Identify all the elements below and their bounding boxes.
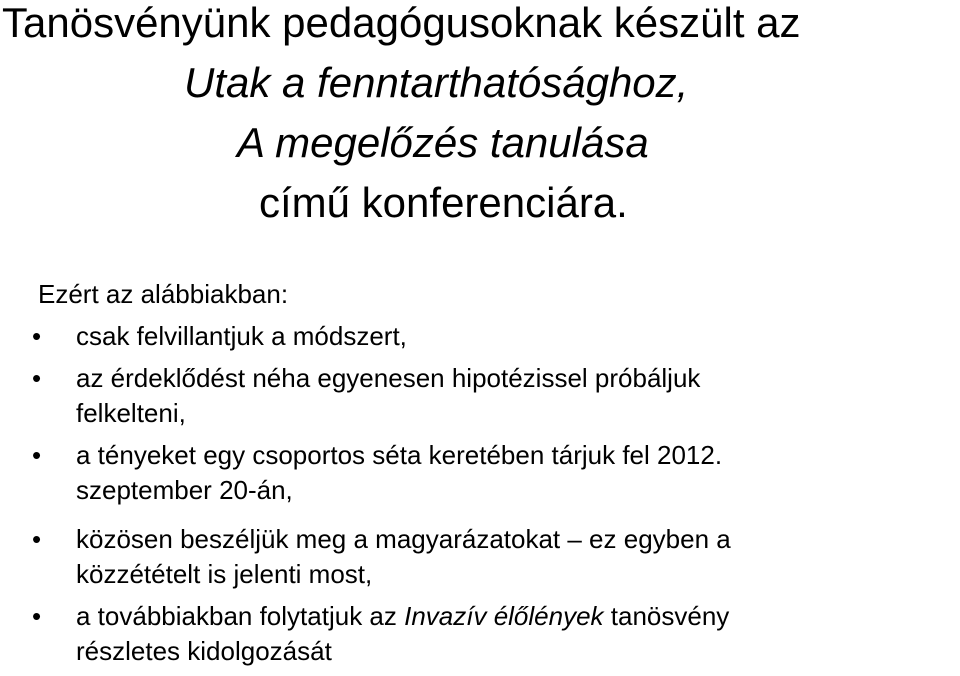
bullet-text-line-1: közösen beszéljük meg a magyarázatokat – ez egyben a	[76, 524, 731, 554]
title-line-2-conference-name: Utak a fenntarthatósághoz,	[184, 59, 689, 106]
bullet-text-suffix: tanösvény	[603, 601, 730, 631]
title-line-4: című konferenciára.	[259, 179, 628, 226]
title-line-1: Tanösvényünk pedagógusoknak készült az	[2, 0, 801, 46]
bullet-text-line-1: a tényeket egy csoportos séta keretében tárjuk fel 2012.	[76, 440, 723, 470]
bullet-point: •	[32, 440, 42, 470]
invasive-species-emphasis: Invazív élőlények	[404, 601, 604, 631]
bullet-text-prefix: a továbbiakban folytatjuk az	[76, 601, 405, 631]
bullet-text-line-1: az érdeklődést néha egyenesen hipotézissel próbáljuk	[76, 363, 701, 393]
bullet-point: •	[32, 524, 42, 554]
bullet-text-line-1	[76, 601, 729, 632]
intro-text: Ezért az alábbiakban:	[38, 279, 289, 309]
bullet-point: •	[32, 601, 42, 631]
bullet-text-line-2: közzétételt is jelenti most,	[76, 559, 373, 589]
bullet-point: •	[32, 363, 42, 393]
bullet-text-line-2: szeptember 20-án,	[76, 475, 293, 505]
bullet-text-line-2: felkelteni,	[76, 398, 186, 428]
bullet-text-line-2: részletes kidolgozását	[76, 636, 332, 666]
title-line-3-conference-subtitle: A megelőzés tanulása	[237, 119, 649, 166]
bullet-point: •	[32, 321, 42, 351]
bullet-text-line-1: csak felvillantjuk a módszert,	[76, 321, 407, 351]
